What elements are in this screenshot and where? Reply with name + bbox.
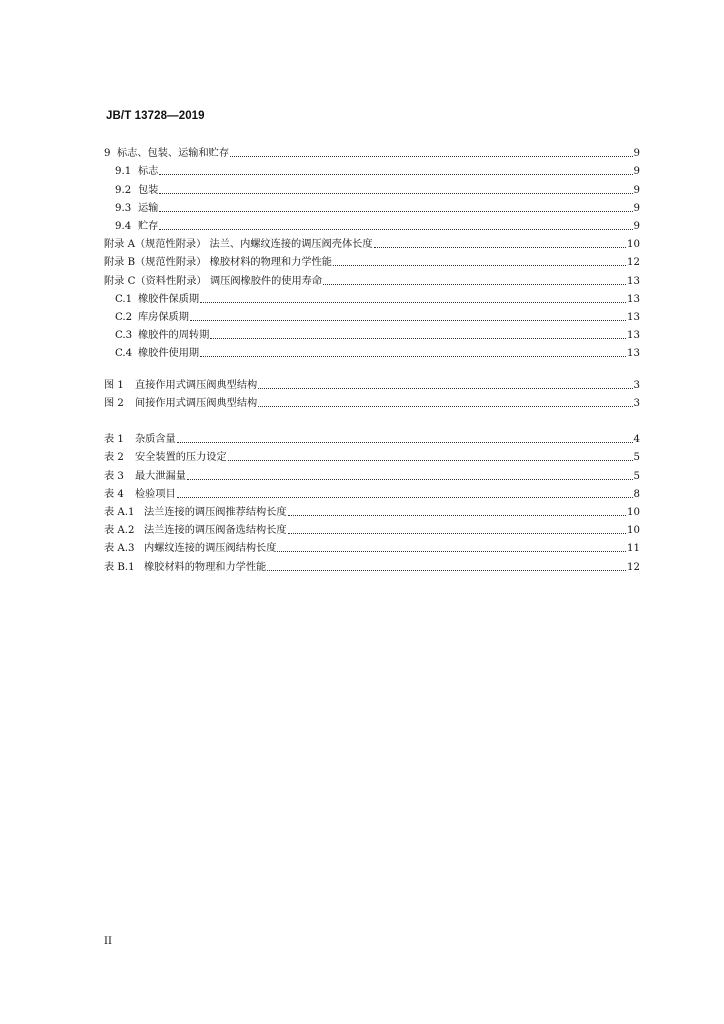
toc-dot-leader xyxy=(200,355,626,357)
toc-entry-page: 12 xyxy=(627,257,640,269)
toc-entry-page: 10 xyxy=(627,525,640,537)
toc-dot-leader xyxy=(159,228,632,230)
toc-entry-title: 运输 xyxy=(138,202,159,214)
toc-entry-page: 8 xyxy=(633,488,640,500)
toc-entry-title: 附录 C（资料性附录） 调压阀橡胶件的使用寿命 xyxy=(104,275,323,287)
toc-section-entry[interactable] xyxy=(104,324,640,342)
page-number: II xyxy=(104,936,112,947)
toc-section-entry[interactable] xyxy=(104,142,640,160)
toc-sections-list xyxy=(104,142,640,360)
toc-entry-page: 13 xyxy=(627,293,640,305)
toc-section-entry[interactable] xyxy=(104,342,640,360)
toc-table-entry[interactable] xyxy=(104,428,640,446)
toc-entry-number: C.3 xyxy=(115,330,133,342)
toc-entry-number: C.1 xyxy=(115,293,133,305)
toc-entry-title: 包装 xyxy=(138,184,159,196)
toc-entry-page: 13 xyxy=(627,275,640,287)
toc-dot-leader xyxy=(374,246,627,248)
toc-entry-title: 橡胶件使用期 xyxy=(138,348,200,360)
toc-dot-leader xyxy=(333,264,626,266)
toc-entry-title: 橡胶件保质期 xyxy=(138,293,200,305)
toc-dot-leader xyxy=(159,192,632,194)
toc-entry-page: 10 xyxy=(627,506,640,518)
toc-entry-page: 9 xyxy=(633,202,640,214)
toc-table-entry[interactable] xyxy=(104,537,640,555)
toc-section-entry[interactable] xyxy=(104,251,640,269)
toc-entry-title: 标志、包装、运输和贮存 xyxy=(117,148,230,160)
toc-entry-number: 表 A.3 xyxy=(104,543,135,555)
toc-dot-leader xyxy=(267,569,626,571)
toc-entry-number: 表 3 xyxy=(104,470,124,482)
toc-section-entry[interactable] xyxy=(104,233,640,251)
toc-entry-title: 法兰连接的调压阀备选结构长度 xyxy=(144,525,287,537)
toc-entry-number: 9.2 xyxy=(115,184,132,196)
toc-entry-title: 附录 A（规范性附录） 法兰、内螺纹连接的调压阀壳体长度 xyxy=(104,239,373,251)
toc-section-entry[interactable] xyxy=(104,178,640,196)
toc-entry-number: C.2 xyxy=(115,311,133,323)
toc-entry-title: 橡胶件的周转期 xyxy=(138,330,210,342)
toc-entry-page: 13 xyxy=(627,330,640,342)
toc-entry-number: 9.3 xyxy=(115,202,132,214)
toc-entry-page: 11 xyxy=(627,543,640,555)
toc-table-entry[interactable] xyxy=(104,519,640,537)
toc-dot-leader xyxy=(230,155,632,157)
toc-table-entry[interactable] xyxy=(104,555,640,573)
toc-table-entry[interactable] xyxy=(104,464,640,482)
toc-section-entry[interactable] xyxy=(104,215,640,233)
toc-section-entry[interactable] xyxy=(104,197,640,215)
toc-entry-number: 表 1 xyxy=(104,434,124,446)
toc-entry-number: 表 4 xyxy=(104,488,124,500)
toc-entry-page: 3 xyxy=(633,380,640,392)
toc-entry-page: 9 xyxy=(633,220,640,232)
toc-entry-title: 附录 B（规范性附录） 橡胶材料的物理和力学性能 xyxy=(104,257,332,269)
toc-entry-page: 9 xyxy=(633,184,640,196)
toc-dot-leader xyxy=(288,532,626,534)
document-id: JB/T 13728—2019 xyxy=(106,110,205,122)
toc-section-entry[interactable] xyxy=(104,288,640,306)
toc-section-entry[interactable] xyxy=(104,306,640,324)
toc-entry-page: 5 xyxy=(633,452,640,464)
toc-dot-leader xyxy=(228,459,633,461)
toc-entry-number: 9.1 xyxy=(115,166,132,178)
toc-entry-number: 表 A.2 xyxy=(104,525,135,537)
toc-table-entry[interactable] xyxy=(104,446,640,464)
toc-dot-leader xyxy=(323,283,626,285)
toc-entry-title: 标志 xyxy=(138,166,159,178)
toc-entry-page: 3 xyxy=(633,398,640,410)
toc-entry-title: 杂质含量 xyxy=(135,434,176,446)
toc-figure-entry[interactable] xyxy=(104,374,640,392)
toc-entry-page: 9 xyxy=(633,166,640,178)
toc-dot-leader xyxy=(177,441,633,443)
toc-dot-leader xyxy=(258,405,632,407)
toc-table-entry[interactable] xyxy=(104,501,640,519)
toc-entry-number: 表 2 xyxy=(104,452,124,464)
toc-dot-leader xyxy=(159,173,632,175)
toc-dot-leader xyxy=(200,301,626,303)
toc-dot-leader xyxy=(177,496,633,498)
toc-entry-page: 13 xyxy=(627,311,640,323)
toc-entry-number: 图 2 xyxy=(104,398,124,410)
toc-entry-title: 检验项目 xyxy=(135,488,176,500)
toc-figures-list xyxy=(104,374,640,410)
toc-dot-leader xyxy=(277,550,626,552)
toc-entry-page: 10 xyxy=(627,239,640,251)
toc-entry-page: 12 xyxy=(627,561,640,573)
toc-entry-number: 9.4 xyxy=(115,220,132,232)
toc-entry-number: 9 xyxy=(104,148,111,160)
toc-dot-leader xyxy=(159,210,632,212)
toc-entry-number: C.4 xyxy=(115,348,133,360)
toc-entry-title: 间接作用式调压阀典型结构 xyxy=(135,398,258,410)
toc-entry-title: 最大泄漏量 xyxy=(135,470,186,482)
toc-dot-leader xyxy=(210,337,626,339)
toc-entry-title: 橡胶材料的物理和力学性能 xyxy=(144,561,267,573)
toc-dot-leader xyxy=(187,478,633,480)
toc-entry-title: 贮存 xyxy=(138,220,159,232)
toc-dot-leader xyxy=(288,514,626,516)
toc-entry-page: 9 xyxy=(633,148,640,160)
toc-table-entry[interactable] xyxy=(104,483,640,501)
toc-section-entry[interactable] xyxy=(104,160,640,178)
toc-entry-number: 图 1 xyxy=(104,380,124,392)
toc-entry-title: 法兰连接的调压阀推荐结构长度 xyxy=(144,506,287,518)
toc-entry-page: 13 xyxy=(627,348,640,360)
toc-entry-number: 表 B.1 xyxy=(104,561,135,573)
toc-entry-page: 5 xyxy=(633,470,640,482)
toc-section-entry[interactable] xyxy=(104,269,640,287)
toc-entry-number: 表 A.1 xyxy=(104,506,135,518)
toc-entry-page: 4 xyxy=(633,434,640,446)
toc-figure-entry[interactable] xyxy=(104,392,640,410)
toc-dot-leader xyxy=(258,387,632,389)
toc-entry-title: 库房保质期 xyxy=(138,311,189,323)
toc-tables-list xyxy=(104,428,640,574)
toc-dot-leader xyxy=(190,319,626,321)
toc-entry-title: 内螺纹连接的调压阀结构长度 xyxy=(144,543,277,555)
toc-entry-title: 安全装置的压力设定 xyxy=(135,452,227,464)
toc-entry-title: 直接作用式调压阀典型结构 xyxy=(135,380,258,392)
